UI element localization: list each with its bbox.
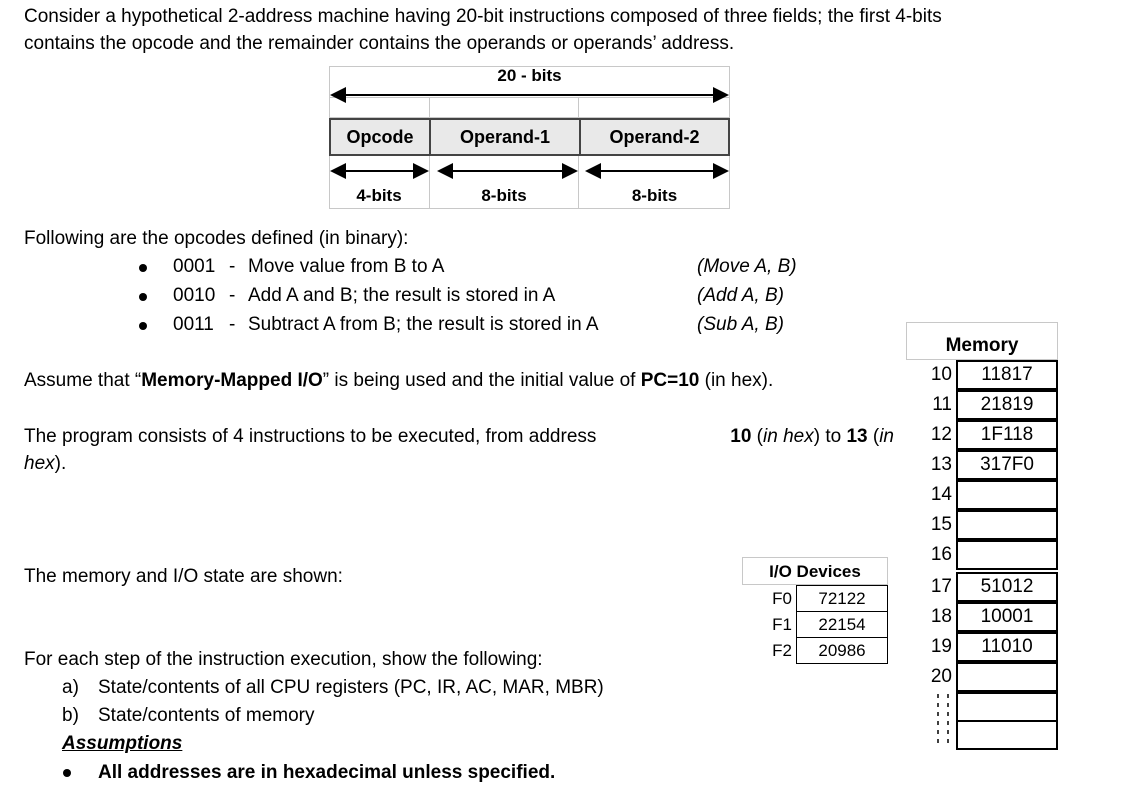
- io-value: 20986: [796, 637, 888, 664]
- memory-row: [906, 540, 1058, 570]
- opcode-mnemonic: (Sub A, B): [697, 314, 784, 335]
- memory-row: [906, 662, 1058, 692]
- bullet-icon: [139, 322, 147, 330]
- opcode-code: 0001: [173, 256, 216, 277]
- memory-row: [906, 572, 1058, 602]
- opcode-mnemonic: (Move A, B): [697, 256, 797, 277]
- memory-cell: [956, 540, 1058, 570]
- opcode-desc: Subtract A from B; the result is stored in A: [248, 314, 599, 335]
- total-bits-label: 20 - bits: [497, 66, 562, 85]
- step-a-text: State/contents of all CPU registers (PC, IR, AC, MAR, MBR): [98, 677, 604, 698]
- memory-mapped-io-term: Memory-Mapped I/O: [141, 370, 323, 391]
- format-arrows: [329, 66, 730, 209]
- bullet-icon: [139, 264, 147, 272]
- program-paragraph: The program consists of 4 instructions to be executed, from address 10 (in hex) to 13 (in hex).: [24, 426, 894, 474]
- io-address: F0: [772, 589, 792, 608]
- step-b-marker: b): [62, 705, 79, 726]
- memory-address: 19: [930, 636, 952, 657]
- field-operand-1: Operand-1: [429, 118, 581, 156]
- memory-row: [906, 360, 1058, 390]
- continuation-dashes-icon: [930, 692, 956, 750]
- instruction-format-diagram: [329, 66, 730, 209]
- opcode-sep: -: [229, 285, 236, 306]
- memory-cell: 10001: [956, 602, 1058, 632]
- memory-cell: [956, 510, 1058, 540]
- end-address: 13: [846, 426, 868, 447]
- opcode-sep: -: [229, 314, 236, 335]
- memory-row: [906, 390, 1058, 420]
- memory-row: [906, 602, 1058, 632]
- intro-paragraph: [24, 3, 1104, 57]
- bullet-icon: [139, 293, 147, 301]
- start-address: 10: [730, 426, 752, 447]
- memory-cell: [956, 662, 1058, 692]
- intro-line-1: Consider a hypothetical 2-address machine having 20-bit instructions composed of three fields; the first 4-bits: [24, 6, 942, 27]
- assumption-paragraph: Assume that “Memory-Mapped I/O” is being used and the initial value of PC=10 (in hex).: [24, 370, 774, 391]
- memory-row: [906, 632, 1058, 662]
- intro-line-2: contains the opcode and the remainder contains the operands or operands’ address.: [24, 33, 735, 54]
- memory-cell: 11817: [956, 360, 1058, 390]
- io-value: 22154: [796, 611, 888, 638]
- memory-address: 10: [930, 364, 952, 385]
- assumptions-heading: Assumptions: [62, 733, 183, 754]
- memory-cell-empty: [956, 720, 1058, 750]
- memory-cell: [956, 480, 1058, 510]
- memory-address: 17: [930, 576, 952, 597]
- assumption-bullet-text: All addresses are in hexadecimal unless specified.: [98, 762, 556, 783]
- memory-address: 14: [930, 484, 952, 505]
- memory-row: [906, 450, 1058, 480]
- memory-cell: 51012: [956, 572, 1058, 602]
- opcode-desc: Move value from B to A: [248, 256, 445, 277]
- opcode-code: 0011: [173, 314, 214, 335]
- opcodes-heading: Following are the opcodes defined (in binary):: [24, 228, 409, 249]
- memory-address: 18: [930, 606, 952, 627]
- opcode-code: 0010: [173, 285, 216, 306]
- memory-row: [906, 510, 1058, 540]
- memory-row-continued: [906, 720, 1058, 750]
- memory-cell: 1F118: [956, 420, 1058, 450]
- memory-address: 16: [930, 544, 952, 565]
- memory-address: 20: [930, 666, 952, 687]
- io-row: [742, 637, 888, 664]
- memory-address: 12: [930, 424, 952, 445]
- opcode-desc: Add A and B; the result is stored in A: [248, 285, 556, 306]
- step-a-marker: a): [62, 677, 79, 698]
- step-b-text: State/contents of memory: [98, 705, 315, 726]
- opcode-mnemonic: (Add A, B): [697, 285, 784, 306]
- pc-initial-value: PC=10: [640, 370, 700, 391]
- memory-address: 15: [930, 514, 952, 535]
- state-label: The memory and I/O state are shown:: [24, 566, 343, 587]
- memory-address: 11: [932, 394, 952, 415]
- memory-cell: 11010: [956, 632, 1058, 662]
- io-value: 72122: [796, 585, 888, 612]
- io-row: [742, 611, 888, 638]
- opcode-sep: -: [229, 256, 236, 277]
- field-opcode: Opcode: [329, 118, 431, 156]
- memory-row: [906, 480, 1058, 510]
- memory-cell: 317F0: [956, 450, 1058, 480]
- bullet-icon: [63, 769, 71, 777]
- memory-cell: 21819: [956, 390, 1058, 420]
- steps-heading: For each step of the instruction execution, show the following:: [24, 649, 543, 670]
- memory-row-continued: [906, 692, 1058, 722]
- memory-title: Memory: [906, 322, 1058, 360]
- io-row: [742, 585, 888, 612]
- width-operand-2: 8-bits: [631, 186, 678, 205]
- io-address: F2: [772, 641, 792, 660]
- field-operand-2: Operand-2: [579, 118, 730, 156]
- width-opcode: 4-bits: [356, 186, 402, 205]
- memory-row: [906, 420, 1058, 450]
- width-operand-1: 8-bits: [481, 186, 527, 205]
- io-address: F1: [772, 615, 792, 634]
- memory-cell-empty: [956, 692, 1058, 722]
- io-devices-title: I/O Devices: [742, 557, 888, 585]
- memory-address: 13: [930, 454, 952, 475]
